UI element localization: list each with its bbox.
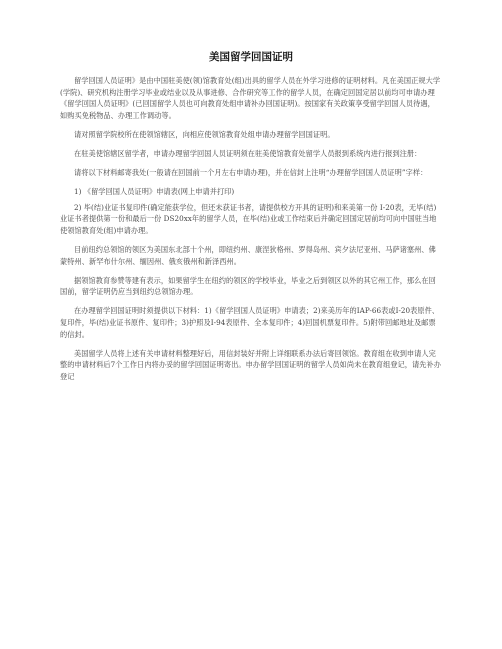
document-title: 美国留学回国证明 xyxy=(209,51,293,63)
paragraph-item-2: 2) 毕(结)业证书复印件(确定能获学位，但还未获证书者，请提供校方开具的证明)和来美第一份 I-20表，无毕(结)业证书者提供第一份和最后一份 DS20xx年的留学人员，在毕(结)业或工作结束后并确定回国定居前均可向中国驻当地使领馆教育处(组)申请办理。 xyxy=(60,202,437,235)
paragraph-embassy-registration: 在驻美使馆辖区留学者，申请办理留学回国人员证明须在驻美使馆教育处留学人员报到系统内进行报到注册： xyxy=(74,148,422,158)
paragraph-new-york-region: 目前纽约总领馆的领区为美国东北部十个州，即纽约州、康涅狄格州、罗得岛州、宾夕法尼亚州、马萨诸塞州、佛蒙特州、新罕布什尔州、缅因州、俄亥俄州和新泽西州。 xyxy=(60,245,436,266)
paragraph-mail-materials: 请将以下材料邮寄我处(一般请在回国前一个月左右申请办理)，并在信封上注明“办理留学回国人员证明”字样： xyxy=(74,168,428,178)
paragraph-intro: 留学回国人员证明》是由中国驻美使(领)馆教育处(组)出具的留学人员在外学习进修的证明材料。凡在美国正规大学(学院)、研究机构注册学习毕业或结业以及从事进修、合作研究等工作的留学人员，在确定回国定居以前均可申请办理《留学回国人员证明》(已回国留学人员也可向教育处组申请补办回国证明)。按国家有关政策享受留学回国人员待遇，如购买免税物品、办理工作调动等。 xyxy=(60,76,441,120)
paragraph-item-1: 1) 《留学回国人员证明》申请表(网上申请并打印) xyxy=(74,187,235,197)
paragraph-education-counselor: 据领馆教育参赞等建有表示，如果留学生在纽约的领区的学校毕业，毕业之后到领区以外的其它州工作，那么在回国前，留学证明仍应当到纽约总领馆办理。 xyxy=(60,275,436,297)
paragraph-submission: 美国留学人员将上述有关申请材料整理好后，用信封装好并附上详细联系办法后寄回领馆。教育组在收到申请人完整的申请材料后7个工作日内将办妥的留学回国证明寄出。申办留学回国证明的留学人员如尚未在教育组登记，请先补办登记 xyxy=(60,348,441,381)
paragraph-required-materials: 在办理留学回国证明时须提供以下材料：1)《留学回国人员证明》申请表；2)来美历年的IAP-66表或I-20表原件、复印件，毕(结)业证书原件、复印件；3)护照及I-94表原件、全本复印件；4)回国机票复印件。5)附带回邮地址及邮票的信封。 xyxy=(60,306,440,339)
paragraph-consulate-jurisdiction: 请对照留学院校所在使领馆辖区，向相应使领馆教育处组申请办理留学回国证明。 xyxy=(74,129,335,139)
